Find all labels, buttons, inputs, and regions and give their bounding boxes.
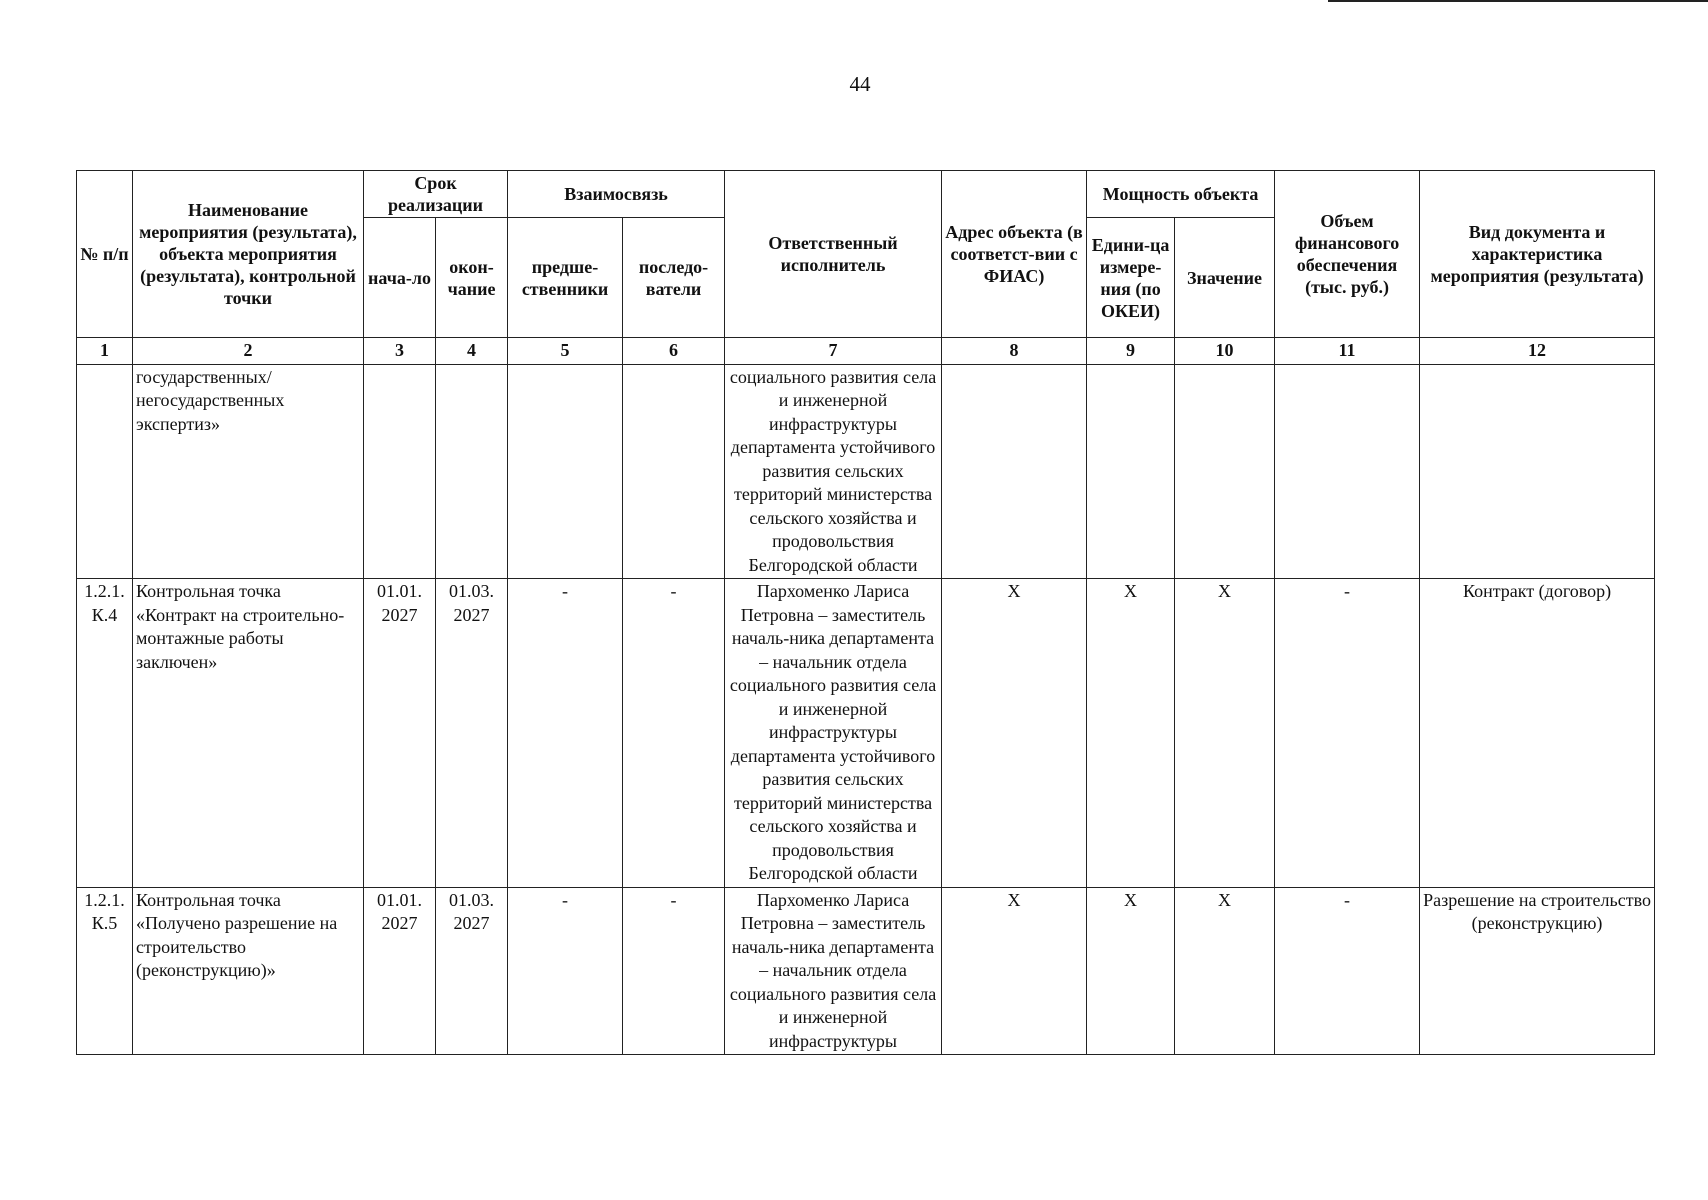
header-link-prev: предше-ственники: [508, 218, 623, 338]
row-end: 01.03. 2027: [436, 579, 508, 888]
column-number: 2: [133, 338, 364, 365]
top-edge-rule: [1328, 0, 1708, 2]
row-end: 01.03. 2027: [436, 887, 508, 1055]
column-number: 11: [1275, 338, 1420, 365]
row-start: [364, 364, 436, 579]
column-number: 10: [1175, 338, 1275, 365]
row-num: 1.2.1. К.5: [77, 887, 133, 1055]
row-unit: [1087, 364, 1175, 579]
row-address: X: [942, 887, 1087, 1055]
row-prev: -: [508, 579, 623, 888]
row-doc: Контракт (договор): [1420, 579, 1655, 888]
row-responsible: Пархоменко Лариса Петровна – заместитель началь-ника департамента – начальник отдела социального развития села и инженерной инфраструктуры департамента устойчивого развития сельских территорий министерства сельского хозяйства и продовольствия Белгородской области: [725, 579, 942, 888]
header-name: Наименование мероприятия (результата), объекта мероприятия (результата), контрольной точки: [133, 171, 364, 338]
column-number: 7: [725, 338, 942, 365]
row-responsible: Пархоменко Лариса Петровна – заместитель началь-ника департамента – начальник отдела социального развития села и инженерной инфраструктуры: [725, 887, 942, 1055]
header-link-next: последо-ватели: [623, 218, 725, 338]
column-number: 3: [364, 338, 436, 365]
header-row-top: [77, 171, 1655, 218]
page-number: 44: [849, 72, 871, 96]
row-start: 01.01. 2027: [364, 887, 436, 1055]
header-term-start: нача-ло: [364, 218, 436, 338]
column-number: 8: [942, 338, 1087, 365]
header-link: Взаимосвязь: [508, 171, 725, 218]
header-capacity-value: Значение: [1175, 218, 1275, 338]
row-finance: [1275, 364, 1420, 579]
header-finance: Объем финансового обеспечения (тыс. руб.): [1275, 171, 1420, 338]
row-unit: X: [1087, 887, 1175, 1055]
column-number-row: [77, 338, 1655, 365]
row-name: государственных/ негосударственных экспертиз»: [133, 364, 364, 579]
header-capacity: Мощность объекта: [1087, 171, 1275, 218]
column-number: 9: [1087, 338, 1175, 365]
header-term-end: окон-чание: [436, 218, 508, 338]
header-capacity-unit: Едини-ца измере-ния (по ОКЕИ): [1087, 218, 1175, 338]
row-address: X: [942, 579, 1087, 888]
row-name: Контрольная точка «Контракт на строительно-монтажные работы заключен»: [133, 579, 364, 888]
header-address: Адрес объекта (в соответст-вии с ФИАС): [942, 171, 1087, 338]
row-responsible: социального развития села и инженерной инфраструктуры департамента устойчивого развития сельских территорий министерства сельского хозяйства и продовольствия Белгородской области: [725, 364, 942, 579]
row-num: [77, 364, 133, 579]
row-prev: -: [508, 887, 623, 1055]
header-num: № п/п: [77, 171, 133, 338]
row-value: [1175, 364, 1275, 579]
column-number: 1: [77, 338, 133, 365]
column-number: 4: [436, 338, 508, 365]
row-unit: X: [1087, 579, 1175, 888]
row-value: X: [1175, 579, 1275, 888]
row-value: X: [1175, 887, 1275, 1055]
row-next: [623, 364, 725, 579]
row-finance: -: [1275, 887, 1420, 1055]
table-row: [77, 887, 1655, 1055]
table-row: [77, 579, 1655, 888]
plan-table: [76, 170, 1655, 1055]
row-next: -: [623, 887, 725, 1055]
table-row: [77, 364, 1655, 579]
row-finance: -: [1275, 579, 1420, 888]
row-doc: [1420, 364, 1655, 579]
row-name: Контрольная точка «Получено разрешение на строительство (реконструкцию)»: [133, 887, 364, 1055]
row-end: [436, 364, 508, 579]
row-prev: [508, 364, 623, 579]
column-number: 6: [623, 338, 725, 365]
column-number: 5: [508, 338, 623, 365]
row-next: -: [623, 579, 725, 888]
row-address: [942, 364, 1087, 579]
header-responsible: Ответственный исполнитель: [725, 171, 942, 338]
column-number: 12: [1420, 338, 1655, 365]
row-num: 1.2.1. К.4: [77, 579, 133, 888]
row-doc: Разрешение на строительство (реконструкцию): [1420, 887, 1655, 1055]
header-term: Срок реализации: [364, 171, 508, 218]
header-doc: Вид документа и характеристика мероприятия (результата): [1420, 171, 1655, 338]
row-start: 01.01. 2027: [364, 579, 436, 888]
